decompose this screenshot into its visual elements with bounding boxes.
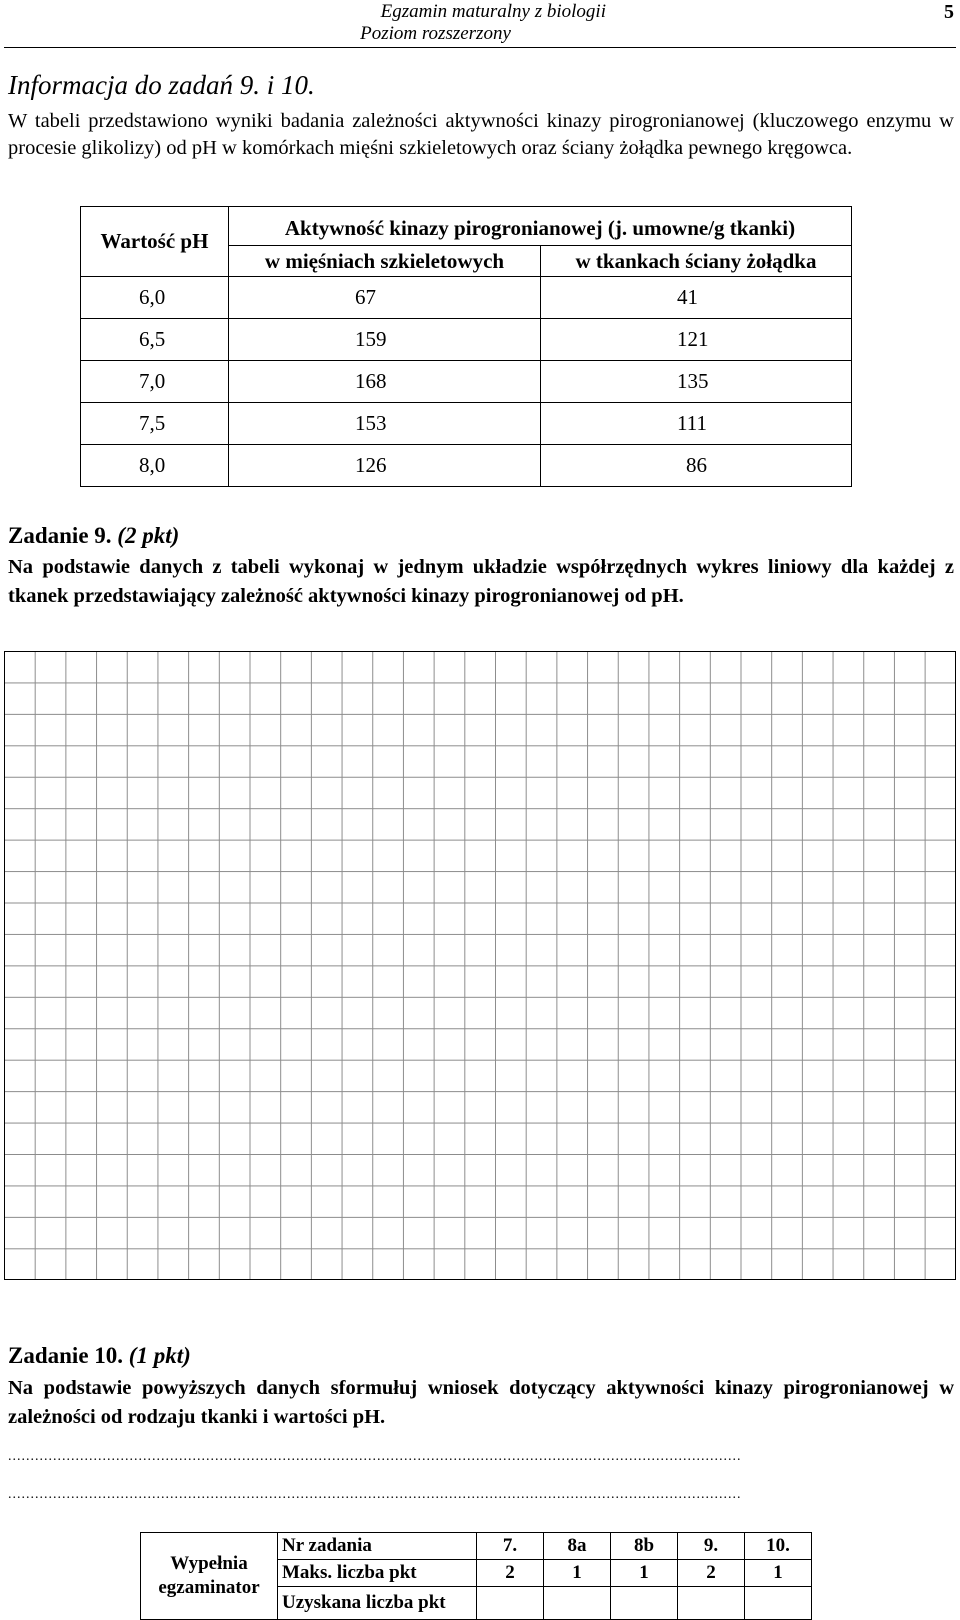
header-ph: Wartość pH <box>81 207 229 277</box>
task-number: 7. <box>477 1533 544 1560</box>
cell-stomach: 135 <box>541 361 852 403</box>
header-muscle: w mięśniach szkieletowych <box>229 246 541 277</box>
table-row <box>81 319 852 361</box>
cell-muscle: 153 <box>229 403 541 445</box>
task9-text: Na podstawie danych z tabeli wykonaj w jednym układzie współrzędnych wykres liniowy dla każdej z tkanek przedstawiający zależność aktywności kinazy pirogronianowej od pH. <box>8 556 954 607</box>
task-number: 8a <box>544 1533 611 1560</box>
task-number: 9. <box>678 1533 745 1560</box>
task9-title: Zadanie 9. <box>8 523 112 548</box>
answer-line[interactable]: ................................................................................................................................................................... <box>8 1450 742 1464</box>
cell-ph: 7,0 <box>81 361 229 403</box>
table-row <box>81 277 852 319</box>
info-heading: Informacja do zadań 9. i 10. <box>8 70 315 100</box>
max-points: 1 <box>544 1560 611 1587</box>
info-text: W tabeli przedstawiono wyniki badania zależności aktywności kinazy pirogronianowej (kluczowego enzymu w procesie glikolizy) od pH w komórkach mięśni szkieletowych oraz ściany żołądka pewnego kręgowca. <box>8 110 954 159</box>
header-exam-level: Poziom rozszerzony <box>360 23 511 44</box>
cell-stomach: 111 <box>541 403 852 445</box>
task10-title: Zadanie 10. <box>8 1343 124 1368</box>
cell-muscle: 168 <box>229 361 541 403</box>
row-label-max: Maks. liczba pkt <box>278 1560 477 1587</box>
table-header-row <box>81 207 852 246</box>
table-row <box>81 361 852 403</box>
task10-text: Na podstawie powyższych danych sformułuj wniosek dotyczący aktywności kinazy pirogronianowej w zależności od rodzaju tkanki i wartości pH. <box>8 1377 954 1428</box>
cell-muscle: 159 <box>229 319 541 361</box>
score-field[interactable] <box>611 1587 678 1620</box>
header-stomach: w tkankach ściany żołądka <box>541 246 852 277</box>
graph-grid-area[interactable] <box>4 651 956 1280</box>
header-exam-title: Egzamin maturalny z biologii <box>380 1 606 22</box>
examiner-table <box>140 1532 812 1620</box>
row-label-got: Uzyskana liczba pkt <box>278 1587 477 1620</box>
max-points: 2 <box>477 1560 544 1587</box>
score-field[interactable] <box>477 1587 544 1620</box>
cell-ph: 8,0 <box>81 445 229 487</box>
header-activity: Aktywność kinazy pirogronianowej (j. umowne/g tkanki) <box>229 207 852 246</box>
task9-points: (2 pkt) <box>117 523 180 548</box>
cell-ph: 7,5 <box>81 403 229 445</box>
task-number: 10. <box>745 1533 812 1560</box>
max-points: 1 <box>745 1560 812 1587</box>
cell-stomach: 121 <box>541 319 852 361</box>
examiner-label: Wypełnia egzaminator <box>141 1533 278 1620</box>
task9-heading <box>8 522 179 550</box>
task10-heading <box>8 1342 191 1370</box>
score-field[interactable] <box>745 1587 812 1620</box>
cell-muscle: 126 <box>229 445 541 487</box>
max-points: 2 <box>678 1560 745 1587</box>
page-number: 5 <box>944 1 954 23</box>
task10-points: (1 pkt) <box>128 1343 191 1368</box>
cell-ph: 6,5 <box>81 319 229 361</box>
score-field[interactable] <box>544 1587 611 1620</box>
header-divider <box>4 47 956 48</box>
task-number: 8b <box>611 1533 678 1560</box>
table-row <box>81 403 852 445</box>
answer-line[interactable]: ................................................................................................................................................................... <box>8 1488 742 1502</box>
examiner-row-task <box>141 1533 812 1560</box>
cell-ph: 6,0 <box>81 277 229 319</box>
cell-stomach: 41 <box>541 277 852 319</box>
score-field[interactable] <box>678 1587 745 1620</box>
row-label-task: Nr zadania <box>278 1533 477 1560</box>
cell-muscle: 67 <box>229 277 541 319</box>
table-row <box>81 445 852 487</box>
data-table <box>80 206 852 487</box>
max-points: 1 <box>611 1560 678 1587</box>
cell-stomach: 86 <box>541 445 852 487</box>
